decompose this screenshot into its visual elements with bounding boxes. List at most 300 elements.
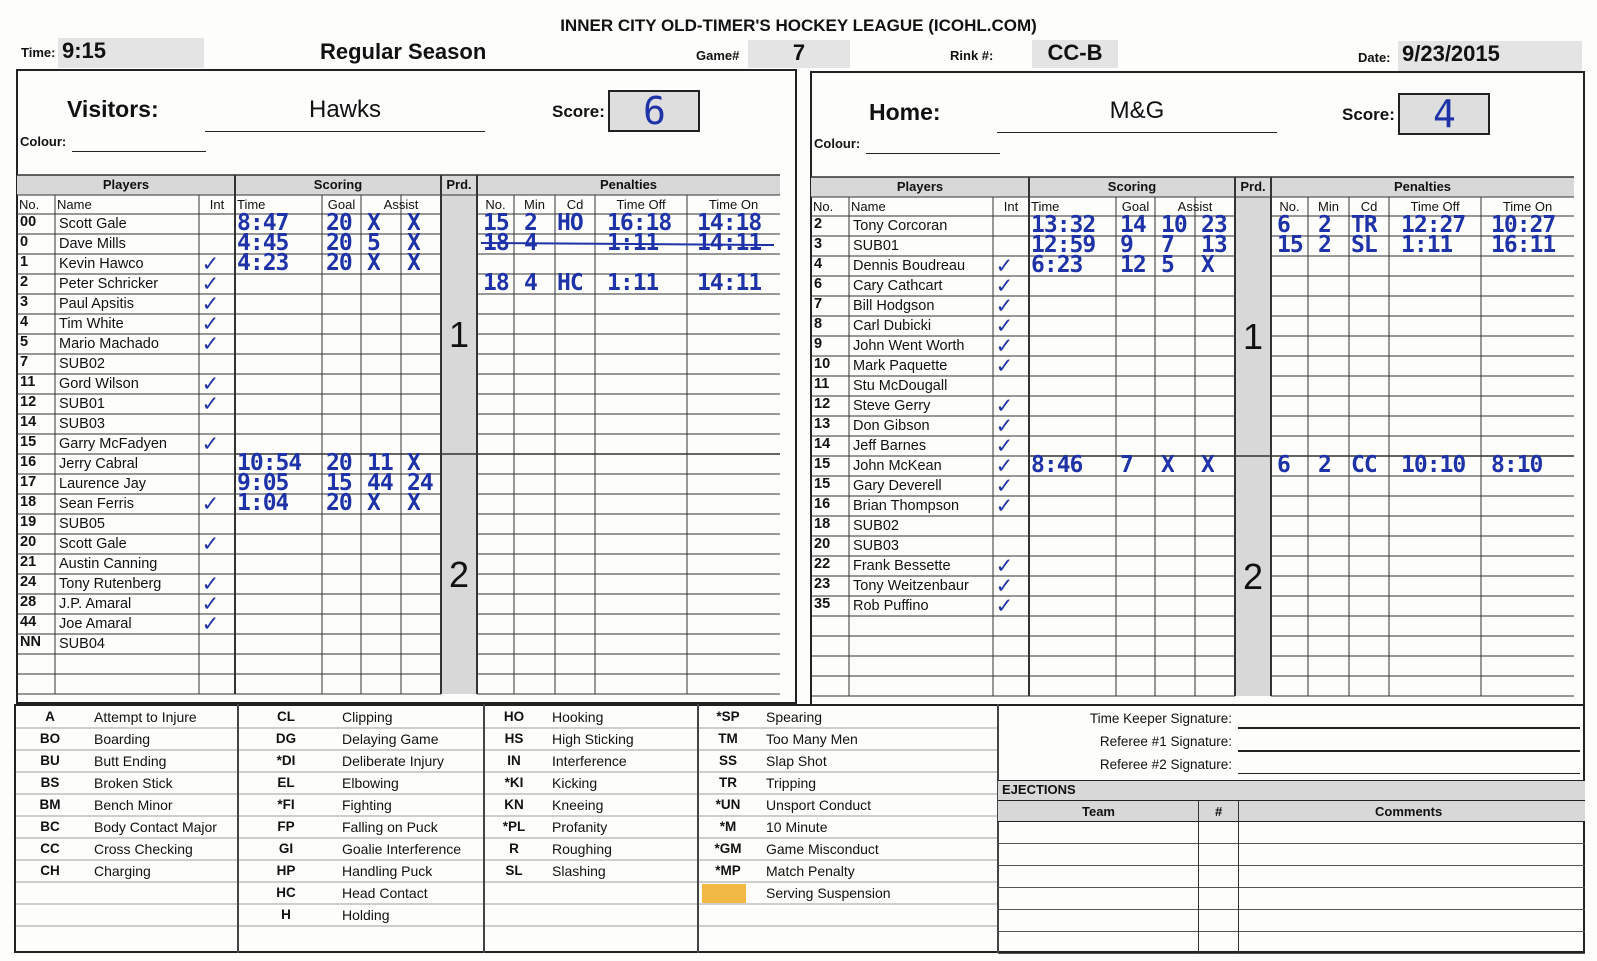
legend-item <box>14 838 238 860</box>
legend-description: Charging <box>94 863 151 879</box>
visitors-p2-assist-1[interactable]: 11 <box>367 451 393 475</box>
legend-item <box>484 838 698 860</box>
visitors-p1-goal-time[interactable]: 4:23 <box>237 251 289 275</box>
player-number: 18 <box>20 494 37 510</box>
check-icon[interactable]: ✓ <box>997 573 1011 597</box>
check-icon[interactable]: ✓ <box>203 331 217 355</box>
home-p1-penalty-minutes[interactable]: 2 <box>1318 233 1331 257</box>
player-name: Laurence Jay <box>59 476 147 492</box>
visitors-p1-penalty-code[interactable]: HC <box>557 271 583 295</box>
player-name: Scott Gale <box>59 216 127 232</box>
player-name: Jeff Barnes <box>853 438 927 454</box>
visitors-p2-goal-time[interactable]: 10:54 <box>237 451 302 475</box>
legend-code: EL <box>277 775 295 790</box>
home-p1-assist-2[interactable]: 23 <box>1201 213 1227 237</box>
player-number: 14 <box>20 414 37 430</box>
home-p2-penalty-player[interactable]: 6 <box>1277 453 1290 477</box>
home-p2-assist-1[interactable]: X <box>1161 453 1174 477</box>
home-p1-goal-scorer[interactable]: 12 <box>1120 253 1146 277</box>
legend-item <box>484 728 698 750</box>
visitors-col-header-0: No. <box>19 197 40 212</box>
player-number: 4 <box>20 314 29 330</box>
home-team-name[interactable]: M&G <box>997 97 1277 133</box>
ejection-row[interactable] <box>998 866 1585 888</box>
home-p1-penalty-time-off[interactable]: 12:27 <box>1401 213 1466 237</box>
player-number: 15 <box>20 434 37 450</box>
legend-code: HC <box>276 885 296 900</box>
legend-description: Serving Suspension <box>766 885 891 901</box>
visitors-period-2-label: 2 <box>448 554 470 595</box>
player-number: 3 <box>814 236 823 252</box>
home-p1-penalty-minutes[interactable]: 2 <box>1318 213 1331 237</box>
visitors-col-header-6: No. <box>485 197 506 212</box>
league-title: INNER CITY OLD-TIMER'S HOCKEY LEAGUE (ICOHL.COM) <box>560 16 1037 35</box>
legend-item <box>14 728 238 750</box>
check-icon[interactable]: ✓ <box>997 433 1011 457</box>
home-period-2-label: 2 <box>1242 556 1264 597</box>
legend-item <box>698 860 998 882</box>
ejection-row[interactable] <box>998 932 1585 954</box>
player-number: 9 <box>814 336 823 352</box>
legend-code: CL <box>277 709 295 724</box>
player-name: Stu McDougall <box>853 378 948 394</box>
home-col-header-9: Time Off <box>1410 199 1460 214</box>
check-icon[interactable]: ✓ <box>997 553 1011 577</box>
legend-code: *SP <box>716 709 740 724</box>
visitors-p1-penalty-code[interactable]: HO <box>557 211 583 235</box>
visitors-p1-assist-1[interactable]: X <box>367 251 380 275</box>
player-number: 14 <box>814 436 831 452</box>
home-colour-label: Colour: <box>814 136 861 151</box>
legend-item <box>14 706 238 728</box>
legend-code: *PL <box>502 819 526 834</box>
legend-item <box>698 838 998 860</box>
visitors-p1-goal-scorer[interactable]: 20 <box>326 231 352 255</box>
player-name: Jerry Cabral <box>59 456 138 472</box>
visitors-p1-goal-time[interactable]: 4:45 <box>237 231 289 255</box>
legend-code: BM <box>39 797 61 812</box>
visitors-p2-assist-2[interactable]: 24 <box>407 471 433 495</box>
home-col-header-6: No. <box>1279 199 1300 214</box>
ejection-divider <box>1198 801 1199 953</box>
player-name: Gord Wilson <box>59 376 139 392</box>
ejections-comments-header: Comments <box>1375 804 1443 819</box>
season-label: Regular Season <box>320 39 487 64</box>
player-name: Dave Mills <box>59 236 126 252</box>
legend-code: A <box>45 709 55 724</box>
home-p1-penalty-time-on[interactable]: 16:11 <box>1491 233 1556 257</box>
legend-code: HO <box>503 709 525 724</box>
check-icon[interactable]: ✓ <box>997 353 1011 377</box>
visitors-p1-assist-2[interactable]: X <box>407 251 420 275</box>
legend-item <box>238 728 484 750</box>
check-icon[interactable]: ✓ <box>203 491 217 515</box>
visitors-p2-goal-scorer[interactable]: 15 <box>326 471 352 495</box>
home-scoring-header: Scoring <box>1107 179 1157 194</box>
home-p1-penalty-code[interactable]: TR <box>1351 213 1377 237</box>
legend-description: Holding <box>342 907 390 923</box>
home-col-header-10: Time On <box>1502 199 1553 214</box>
legend-code: TM <box>718 731 738 746</box>
check-icon[interactable]: ✓ <box>997 593 1011 617</box>
visitors-col-header-2: Int <box>209 197 225 212</box>
legend-description: Attempt to Injure <box>94 709 197 725</box>
visitors-team-name[interactable]: Hawks <box>205 96 485 132</box>
player-name: Mario Machado <box>59 336 159 352</box>
player-name: SUB03 <box>59 416 105 432</box>
visitors-p1-assist-2[interactable]: X <box>407 211 420 235</box>
visitors-p1-goal-time[interactable]: 8:47 <box>237 211 289 235</box>
player-number: 18 <box>814 516 831 532</box>
legend-item <box>238 772 484 794</box>
player-number: 12 <box>20 394 37 410</box>
home-col-header-8: Cd <box>1360 199 1378 214</box>
rink-label: Rink #: <box>950 48 994 63</box>
visitors-p2-goal-time[interactable]: 1:04 <box>237 491 289 515</box>
legend-description: Interference <box>552 753 627 769</box>
legend-code: R <box>509 841 519 856</box>
legend-description: Broken Stick <box>94 775 173 791</box>
visitors-p2-assist-2[interactable]: X <box>407 451 420 475</box>
player-number: 2 <box>20 274 29 290</box>
check-icon[interactable]: ✓ <box>997 253 1011 277</box>
player-name: John Went Worth <box>853 338 965 354</box>
player-number: 35 <box>814 596 831 612</box>
home-p1-penalty-code[interactable]: SL <box>1351 233 1377 257</box>
legend-code: CC <box>40 841 60 856</box>
legend-description: Fighting <box>342 797 392 813</box>
home-p2-goal-scorer[interactable]: 7 <box>1120 453 1133 477</box>
visitors-p1-penalty-time-off[interactable]: 1:11 <box>607 231 659 255</box>
player-name: Peter Schricker <box>59 276 159 292</box>
date-value[interactable]: 9/23/2015 <box>1398 41 1582 71</box>
time-value[interactable]: 9:15 <box>58 38 204 68</box>
signature-line[interactable] <box>1238 773 1580 774</box>
ejection-row[interactable] <box>998 888 1585 910</box>
legend-item <box>698 750 998 772</box>
visitors-p1-penalty-time-on[interactable]: 14:11 <box>697 231 762 255</box>
player-name: Garry McFadyen <box>59 436 167 452</box>
home-p1-penalty-player[interactable]: 15 <box>1277 233 1303 257</box>
visitors-p2-goal-scorer[interactable]: 20 <box>326 491 352 515</box>
player-name: Steve Gerry <box>853 398 931 414</box>
home-p1-penalty-player[interactable]: 6 <box>1277 213 1290 237</box>
legend-description: Delaying Game <box>342 731 439 747</box>
signature-line[interactable] <box>1238 750 1580 752</box>
home-p1-goal-time[interactable]: 6:23 <box>1031 253 1083 277</box>
player-number: 15 <box>814 456 831 472</box>
home-p1-goal-scorer[interactable]: 9 <box>1120 233 1133 257</box>
player-number: 24 <box>20 574 37 590</box>
player-name: Mark Paquette <box>853 358 948 374</box>
home-p2-assist-2[interactable]: X <box>1201 453 1214 477</box>
check-icon[interactable]: ✓ <box>997 493 1011 517</box>
check-icon[interactable]: ✓ <box>997 333 1011 357</box>
visitors-p2-assist-1[interactable]: X <box>367 491 380 515</box>
player-name: Dennis Boudreau <box>853 258 966 274</box>
check-icon[interactable]: ✓ <box>997 293 1011 317</box>
home-p2-goal-time[interactable]: 8:46 <box>1031 453 1083 477</box>
signature-label: Time Keeper Signature: <box>1089 711 1232 726</box>
legend-item <box>238 904 484 926</box>
ejection-row[interactable] <box>998 822 1585 844</box>
home-p2-penalty-time-on[interactable]: 8:10 <box>1491 453 1543 477</box>
home-p2-penalty-minutes[interactable]: 2 <box>1318 453 1331 477</box>
legend-item <box>14 794 238 816</box>
ejection-row[interactable] <box>998 910 1585 932</box>
legend-description: Kicking <box>552 775 598 791</box>
player-number: 19 <box>20 514 37 530</box>
home-p1-goal-time[interactable]: 12:59 <box>1031 233 1096 257</box>
legend-code: *FI <box>277 797 295 812</box>
player-name: J.P. Amaral <box>59 596 132 612</box>
legend-description: Elbowing <box>342 775 399 791</box>
home-p1-assist-1[interactable]: 5 <box>1161 253 1174 277</box>
legend-description: 10 Minute <box>766 819 828 835</box>
legend-item <box>484 706 698 728</box>
visitors-colour-label: Colour: <box>20 134 67 149</box>
legend-description: Unsport Conduct <box>766 797 872 813</box>
suspension-swatch <box>702 884 746 903</box>
time-label: Time: <box>21 45 56 60</box>
visitors-p1-penalty-minutes[interactable]: 2 <box>524 211 537 235</box>
visitors-p1-penalty-time-off[interactable]: 16:18 <box>607 211 672 235</box>
legend-code: SS <box>718 753 737 768</box>
player-name: SUB01 <box>59 396 105 412</box>
ejections-title: EJECTIONS <box>1002 782 1076 797</box>
visitors-p2-goal-scorer[interactable]: 20 <box>326 451 352 475</box>
visitors-p1-penalty-player[interactable]: 18 <box>483 231 509 255</box>
legend-item <box>698 728 998 750</box>
legend-description: Spearing <box>766 709 823 725</box>
visitors-p1-penalty-player[interactable]: 18 <box>483 271 509 295</box>
legend-item <box>238 750 484 772</box>
visitors-p1-penalty-minutes[interactable]: 4 <box>524 271 537 295</box>
legend-description: Game Misconduct <box>766 841 879 857</box>
player-number: 8 <box>814 316 823 332</box>
home-p2-penalty-code[interactable]: CC <box>1351 453 1377 477</box>
home-col-header-3: Time <box>1031 199 1060 214</box>
legend-item <box>238 860 484 882</box>
legend-item <box>484 816 698 838</box>
home-score[interactable]: 4 <box>1398 93 1490 135</box>
player-name: Sean Ferris <box>59 496 134 512</box>
legend-code: *M <box>719 819 737 834</box>
check-icon[interactable]: ✓ <box>203 391 217 415</box>
check-icon[interactable]: ✓ <box>203 431 217 455</box>
legend-code: CH <box>40 863 60 878</box>
legend-code: HS <box>504 731 524 746</box>
legend-code: BS <box>40 775 60 790</box>
visitors-p1-assist-2[interactable]: X <box>407 231 420 255</box>
home-col-header-5: Assist <box>1177 199 1213 214</box>
player-number: 16 <box>814 496 831 512</box>
check-icon[interactable]: ✓ <box>203 251 217 275</box>
legend-description: Profanity <box>552 819 608 835</box>
player-name: Joe Amaral <box>59 616 132 632</box>
visitors-p2-assist-1[interactable]: 44 <box>367 471 393 495</box>
legend-item <box>14 750 238 772</box>
visitors-p1-assist-1[interactable]: 5 <box>367 231 380 255</box>
legend-description: Falling on Puck <box>342 819 438 835</box>
home-p1-assist-1[interactable]: 7 <box>1161 233 1174 257</box>
player-name: Don Gibson <box>853 418 930 434</box>
player-name: Rob Puffino <box>853 598 929 614</box>
check-icon[interactable]: ✓ <box>203 291 217 315</box>
date-label: Date: <box>1358 50 1391 65</box>
legend-description: Clipping <box>342 709 393 725</box>
home-p1-assist-2[interactable]: 13 <box>1201 233 1227 257</box>
ejection-row[interactable] <box>998 844 1585 866</box>
player-name: SUB03 <box>853 538 899 554</box>
player-name: Paul Apsitis <box>59 296 134 312</box>
legend-description: Boarding <box>94 731 151 747</box>
legend-code: BO <box>39 731 61 746</box>
legend-code: *UN <box>715 797 741 812</box>
visitors-col-header-7: Min <box>524 197 545 212</box>
player-name: Tim White <box>59 316 124 332</box>
visitors-p1-goal-scorer[interactable]: 20 <box>326 251 352 275</box>
legend-description: Deliberate Injury <box>342 753 444 769</box>
visitors-col-header-9: Time Off <box>616 197 666 212</box>
legend-code: TR <box>719 775 737 790</box>
home-p1-penalty-time-on[interactable]: 10:27 <box>1491 213 1556 237</box>
home-p2-penalty-time-off[interactable]: 10:10 <box>1401 453 1466 477</box>
player-number: 16 <box>20 454 37 470</box>
game-value[interactable]: 7 <box>748 40 850 68</box>
legend-item <box>484 772 698 794</box>
player-number: NN <box>20 634 41 650</box>
home-col-header-7: Min <box>1318 199 1339 214</box>
player-name: SUB04 <box>59 636 105 652</box>
home-col-header-2: Int <box>1003 199 1019 214</box>
check-icon[interactable]: ✓ <box>203 311 217 335</box>
home-prd-header: Prd. <box>1240 179 1266 194</box>
visitors-p2-assist-2[interactable]: X <box>407 491 420 515</box>
home-p1-goal-time[interactable]: 13:32 <box>1031 213 1096 237</box>
player-name: Tony Rutenberg <box>59 576 162 592</box>
signature-label: Referee #2 Signature: <box>1099 757 1232 772</box>
legend-code: IN <box>507 753 521 768</box>
player-name: Bill Hodgson <box>853 298 935 314</box>
visitors-p1-penalty-player[interactable]: 15 <box>483 211 509 235</box>
player-name: Tony Weitzenbaur <box>853 578 969 594</box>
check-icon[interactable]: ✓ <box>203 271 217 295</box>
visitors-col-header-8: Cd <box>566 197 584 212</box>
legend-code: FP <box>277 819 295 834</box>
legend-item <box>484 750 698 772</box>
legend-item <box>14 816 238 838</box>
check-icon[interactable]: ✓ <box>203 371 217 395</box>
check-icon[interactable]: ✓ <box>203 611 217 635</box>
check-icon[interactable]: ✓ <box>997 473 1011 497</box>
home-p1-goal-scorer[interactable]: 14 <box>1120 213 1146 237</box>
legend-description: Handling Puck <box>342 863 433 879</box>
legend-item <box>238 706 484 728</box>
signature-line[interactable] <box>1238 727 1580 729</box>
check-icon[interactable]: ✓ <box>997 393 1011 417</box>
home-p1-assist-2[interactable]: X <box>1201 253 1214 277</box>
legend-code: H <box>281 907 291 922</box>
player-number: 1 <box>20 254 29 270</box>
visitors-p1-penalty-time-on[interactable]: 14:18 <box>697 211 762 235</box>
player-number: 21 <box>20 554 37 570</box>
player-number: 28 <box>20 594 37 610</box>
visitors-scoring-header: Scoring <box>313 177 363 192</box>
player-number: 00 <box>20 214 37 230</box>
legend-code: *MP <box>715 863 741 878</box>
home-p1-assist-1[interactable]: 10 <box>1161 213 1187 237</box>
player-number: 44 <box>20 614 37 630</box>
player-number: 7 <box>814 296 823 312</box>
visitors-p1-assist-1[interactable]: X <box>367 211 380 235</box>
home-score-label: Score: <box>1342 105 1395 124</box>
player-name: Frank Bessette <box>853 558 951 574</box>
legend-item <box>238 838 484 860</box>
check-icon[interactable]: ✓ <box>203 571 217 595</box>
game-label: Game# <box>696 48 740 63</box>
visitors-p1-penalty-minutes[interactable]: 4 <box>524 231 537 255</box>
ejections-header <box>998 780 1585 801</box>
home-p1-penalty-time-off[interactable]: 1:11 <box>1401 233 1453 257</box>
player-name: Tony Corcoran <box>853 218 948 234</box>
visitors-p2-goal-time[interactable]: 9:05 <box>237 471 289 495</box>
visitors-col-header-3: Time <box>237 197 266 212</box>
legend-description: Match Penalty <box>766 863 855 879</box>
legend-item <box>238 882 484 904</box>
check-icon[interactable]: ✓ <box>203 591 217 615</box>
legend-item <box>698 882 998 904</box>
home-penalties-header: Penalties <box>1393 179 1452 194</box>
legend-item <box>698 794 998 816</box>
ejections-team-header: Team <box>1082 804 1115 819</box>
player-name: John McKean <box>853 458 942 474</box>
player-number: 22 <box>814 556 831 572</box>
legend-description: Head Contact <box>342 885 428 901</box>
legend-code: KN <box>504 797 524 812</box>
player-name: Scott Gale <box>59 536 127 552</box>
legend-item <box>484 860 698 882</box>
visitors-score[interactable]: 6 <box>608 90 700 132</box>
check-icon[interactable]: ✓ <box>203 531 217 555</box>
player-number: 17 <box>20 474 37 490</box>
home-col-header-0: No. <box>813 199 834 214</box>
visitors-p1-penalty-time-on[interactable]: 14:11 <box>697 271 762 295</box>
legend-description: Body Contact Major <box>94 819 217 835</box>
legend-code: DG <box>275 731 297 746</box>
legend-code: BC <box>40 819 60 834</box>
check-icon[interactable]: ✓ <box>997 273 1011 297</box>
visitors-players-header: Players <box>102 177 150 192</box>
player-name: Austin Canning <box>59 556 158 572</box>
check-icon[interactable]: ✓ <box>997 313 1011 337</box>
player-number: 6 <box>814 276 823 292</box>
legend-description: Butt Ending <box>94 753 167 769</box>
legend-description: Tripping <box>766 775 817 791</box>
visitors-p1-penalty-time-off[interactable]: 1:11 <box>607 271 659 295</box>
check-icon[interactable]: ✓ <box>997 413 1011 437</box>
home-col-header-1: Name <box>851 199 886 214</box>
player-name: Brian Thompson <box>853 498 960 514</box>
legend-code: *DI <box>276 753 296 768</box>
visitors-period-1-label: 1 <box>448 314 470 355</box>
visitors-p1-goal-scorer[interactable]: 20 <box>326 211 352 235</box>
check-icon[interactable]: ✓ <box>997 453 1011 477</box>
player-number: 20 <box>814 536 831 552</box>
rink-value[interactable]: CC-B <box>1032 40 1118 68</box>
visitors-col-header-5: Assist <box>383 197 419 212</box>
legend-item <box>14 772 238 794</box>
